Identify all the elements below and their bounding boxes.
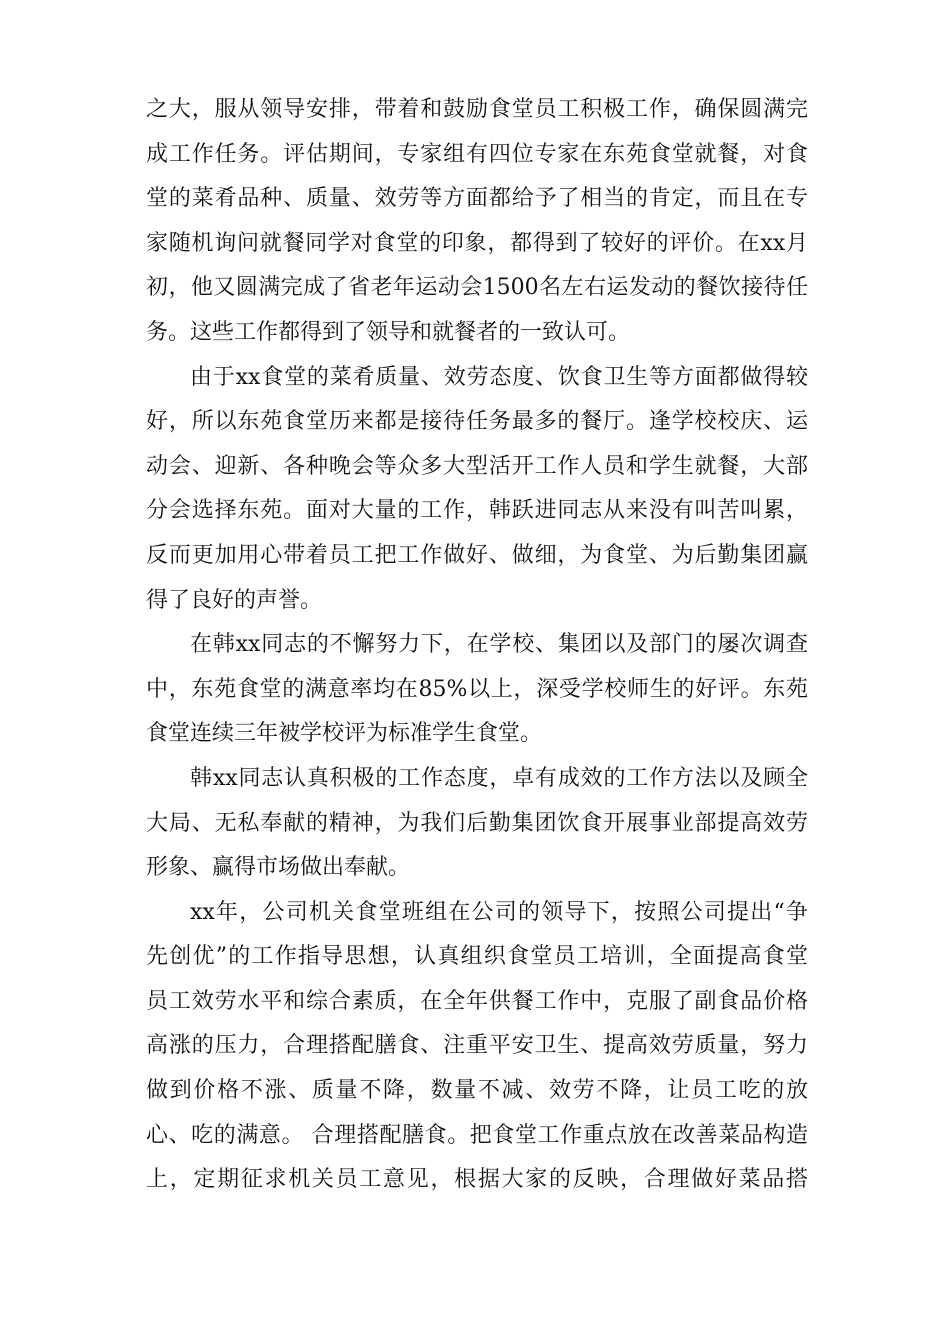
text-line: 上，定期征求机关员工意见，根据大家的反映，合理做好菜品搭	[146, 1167, 808, 1193]
text-line: 员工效劳水平和综合素质，在全年供餐工作中，克服了副食品价格	[146, 988, 808, 1014]
text-line: 高涨的压力，合理搭配膳食、注重平安卫生、提高效劳质量，努力	[146, 1033, 808, 1059]
text-line: 心、吃的满意。 合理搭配膳食。把食堂工作重点放在改善菜品构造	[146, 1122, 808, 1148]
text-line: 得了良好的声誉。	[146, 587, 323, 613]
paragraph	[146, 356, 808, 624]
text-line: xx年，公司机关食堂班组在公司的领导下，按照公司提出“争	[190, 899, 808, 925]
text-line: 在韩xx同志的不懈努力下，在学校、集团以及部门的屡次调查	[190, 632, 808, 658]
paragraph	[146, 757, 808, 891]
text-line: 中，东苑食堂的满意率均在85%以上，深受学校师生的好评。东苑	[146, 676, 808, 702]
text-line: 动会、迎新、各种晚会等众多大型活开工作人员和学生就餐，大部	[146, 453, 808, 479]
paragraph	[146, 88, 808, 356]
text-line: 务。这些工作都得到了领导和就餐者的一致认可。	[146, 319, 631, 345]
text-line: 大局、无私奉献的精神，为我们后勤集团饮食开展事业部提高效劳	[146, 810, 808, 836]
text-line: 先创优”的工作指导思想，认真组织食堂员工培训，全面提高食堂	[146, 944, 808, 970]
paragraph	[146, 891, 808, 1203]
text-line: 反而更加用心带着员工把工作做好、做细，为食堂、为后勤集团赢	[146, 542, 808, 568]
text-line: 成工作任务。评估期间，专家组有四位专家在东苑食堂就餐，对食	[146, 141, 808, 167]
document-body	[146, 88, 808, 1203]
text-line: 之大，服从领导安排，带着和鼓励食堂员工积极工作，确保圆满完	[146, 97, 808, 122]
text-line: 由于xx食堂的菜肴质量、效劳态度、饮食卫生等方面都做得较	[190, 364, 808, 390]
text-line: 初，他又圆满完成了省老年运动会1500名左右运发动的餐饮接待任	[146, 275, 808, 301]
paragraph	[146, 623, 808, 757]
text-line: 做到价格不涨、质量不降，数量不减、效劳不降，让员工吃的放	[146, 1078, 808, 1104]
text-line: 家随机询问就餐同学对食堂的印象，都得到了较好的评价。在xx月	[146, 230, 808, 256]
text-line: 好，所以东苑食堂历来都是接待任务最多的餐厅。逢学校校庆、运	[146, 409, 808, 435]
text-line: 堂的菜肴品种、质量、效劳等方面都给予了相当的肯定，而且在专	[146, 186, 808, 212]
text-line: 分会选择东苑。面对大量的工作，韩跃进同志从来没有叫苦叫累，	[146, 498, 808, 524]
text-line: 韩xx同志认真积极的工作态度，卓有成效的工作方法以及顾全	[190, 765, 808, 791]
text-line: 食堂连续三年被学校评为标准学生食堂。	[146, 721, 543, 747]
text-line: 形象、赢得市场做出奉献。	[146, 855, 411, 881]
